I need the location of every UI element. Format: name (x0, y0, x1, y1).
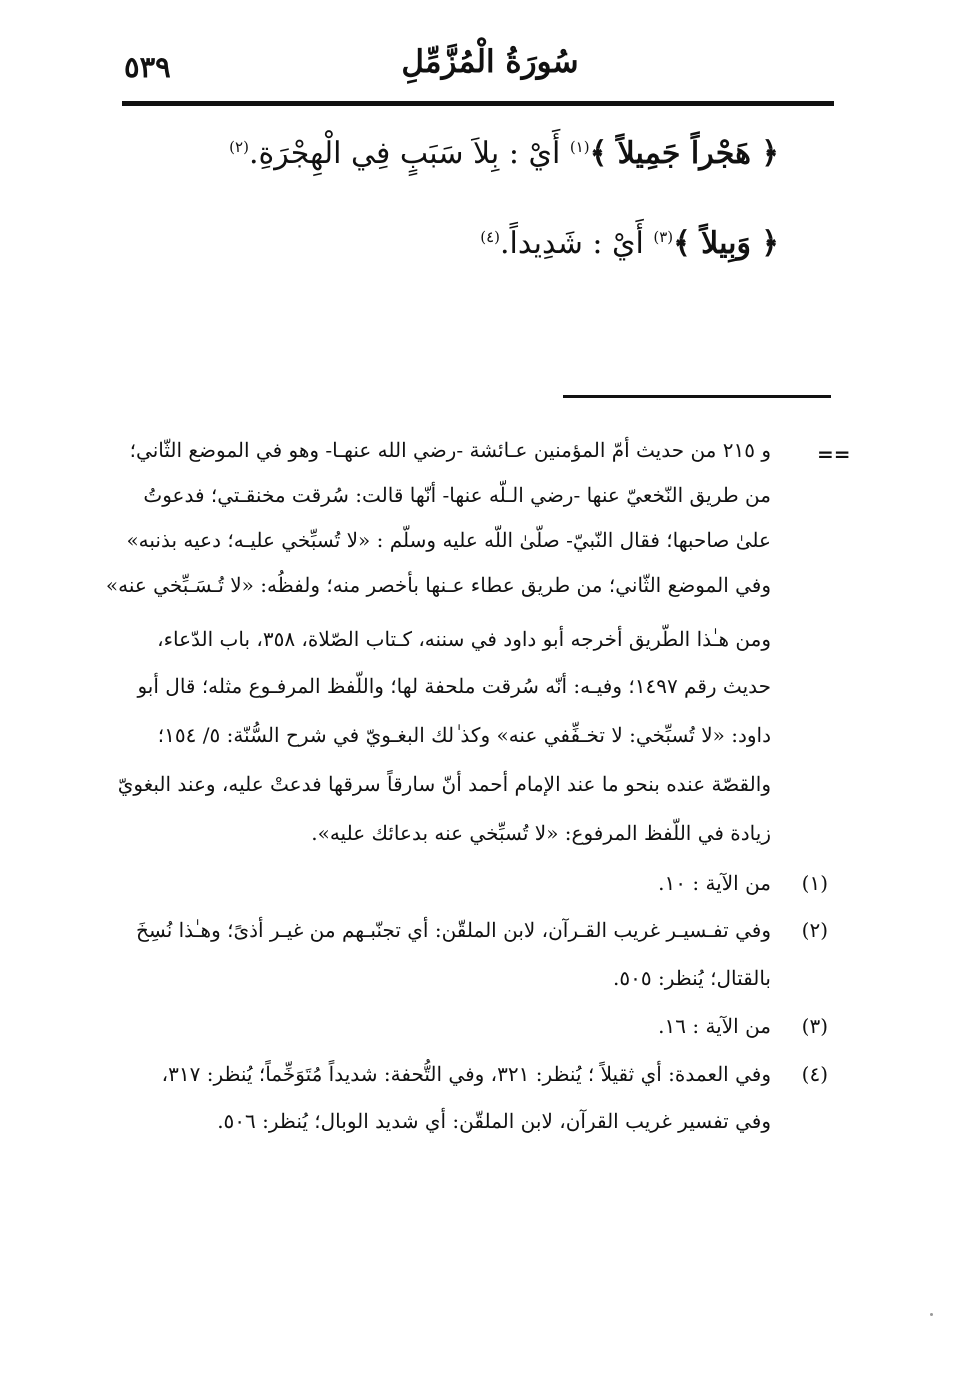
footnote-separator (563, 395, 831, 398)
footnote-continued-line: و ٢١٥ من حديث أمّ المؤمنين عـائشة -رضي الله عنهـا- وهو في الموضع الثّاني؛ (129, 438, 771, 462)
surah-title: سُورَةُ الْمُزَّمِّلِ (401, 44, 579, 80)
footnote-ref: (٢) (229, 138, 249, 156)
footnote-number: (٢) (801, 918, 828, 942)
footnote-continued-line: من طريق النّخعيّ عنها -رضي الـلّه عنها- أنّها قالت: سُرقت مخنقـتي؛ فدعوتُ (143, 483, 771, 507)
footnote-number: (١) (801, 871, 828, 895)
footnote-text: من الآية : ١٠. (658, 871, 771, 895)
footnote-continued-line: وفي الموضع الثّاني؛ من طريق عطاء عـنها بأخصر منه؛ ولفظُه: «لا تُـسَـبِّخي عنه» (105, 573, 771, 597)
footnote-continued-line: والقصّة عنده بنحو ما عند الإمام أحمد أنّ سارقاً سرقها فدعتْ عليه، وعند البغويّ (117, 772, 771, 796)
footnote-text: وفي العمدة: أي ثقيلاً ؛ يُنظر: ٣٢١، وفي التُّحفة: شديداً مُتَوَخِّماً؛ يُنظر: ٣١٧، (161, 1062, 771, 1086)
main-entry-1 (229, 136, 779, 171)
footnote-continued-line: حديث رقم ١٤٩٧؛ وفيـه: أنّه سُرقت ملحفة لها؛ واللّفظ المرفـوع مثله؛ قال أبو (137, 674, 771, 698)
continuation-mark: == (817, 442, 851, 466)
gloss-text: أَيْ : بِلاَ سَبَبٍ فِي الْهِجْرَةِ. (248, 136, 570, 171)
footnote-continued-line: ومن هـٰذا الطّريق أخرجه أبو داود في سننه، كـتاب الصّلاة، ٣٥٨، باب الدّعاء، (157, 627, 771, 651)
footnote-continued-line: زيادة في اللّفظ المرفوع: «لا تُسبِّخي عنه بدعائك عليه». (311, 821, 771, 845)
footnote-text: من الآية : ١٦. (658, 1014, 771, 1038)
footnote-number: (٣) (801, 1014, 828, 1038)
main-entry-2 (480, 226, 779, 261)
quran-phrase: ﴿ وَبِيلاً ﴾ (673, 226, 779, 261)
footnote-ref: (٤) (480, 228, 500, 246)
footnote-ref: (٣) (653, 228, 674, 246)
gloss-text: أَيْ : شَدِيداً. (499, 226, 654, 261)
header-rule (122, 101, 834, 106)
scan-speck (930, 1313, 933, 1316)
page-number: ٥٣٩ (124, 50, 171, 84)
footnote-number: (٤) (801, 1062, 828, 1086)
footnote-continued-line: داود: «لا تُسبِّخي: لا تخـفِّفي عنه» وكذ ٰلك البغـويّ في شرح السُّنّة: ٥/ ١٥٤؛ (157, 723, 771, 747)
footnote-continued-line: علىٰ صاحبها؛ فقال النّبيّ- صلّىٰ اللّه عليه وسلّم : «لا تُسبِّخي عليـه؛ دعيه بذنبه» (126, 528, 771, 552)
footnote-text: وفي تفسير غريب القرآن، لابن الملقّن: أي شديد الوبال؛ يُنظر: ٥٠٦. (217, 1109, 771, 1133)
quran-phrase: ﴿ هَجْراً جَمِيلاً ﴾ (589, 136, 779, 171)
footnote-text: بالقتال؛ يُنظر: ٥٠٥. (613, 966, 771, 990)
footnote-text: وفي تفـسيـر غريب القـرآن، لابن الملقّن: أي تجنّبـهم من غيـر أذىً؛ وهـٰذا نُسِخَ (135, 918, 771, 942)
footnote-ref: (١) (569, 138, 590, 156)
